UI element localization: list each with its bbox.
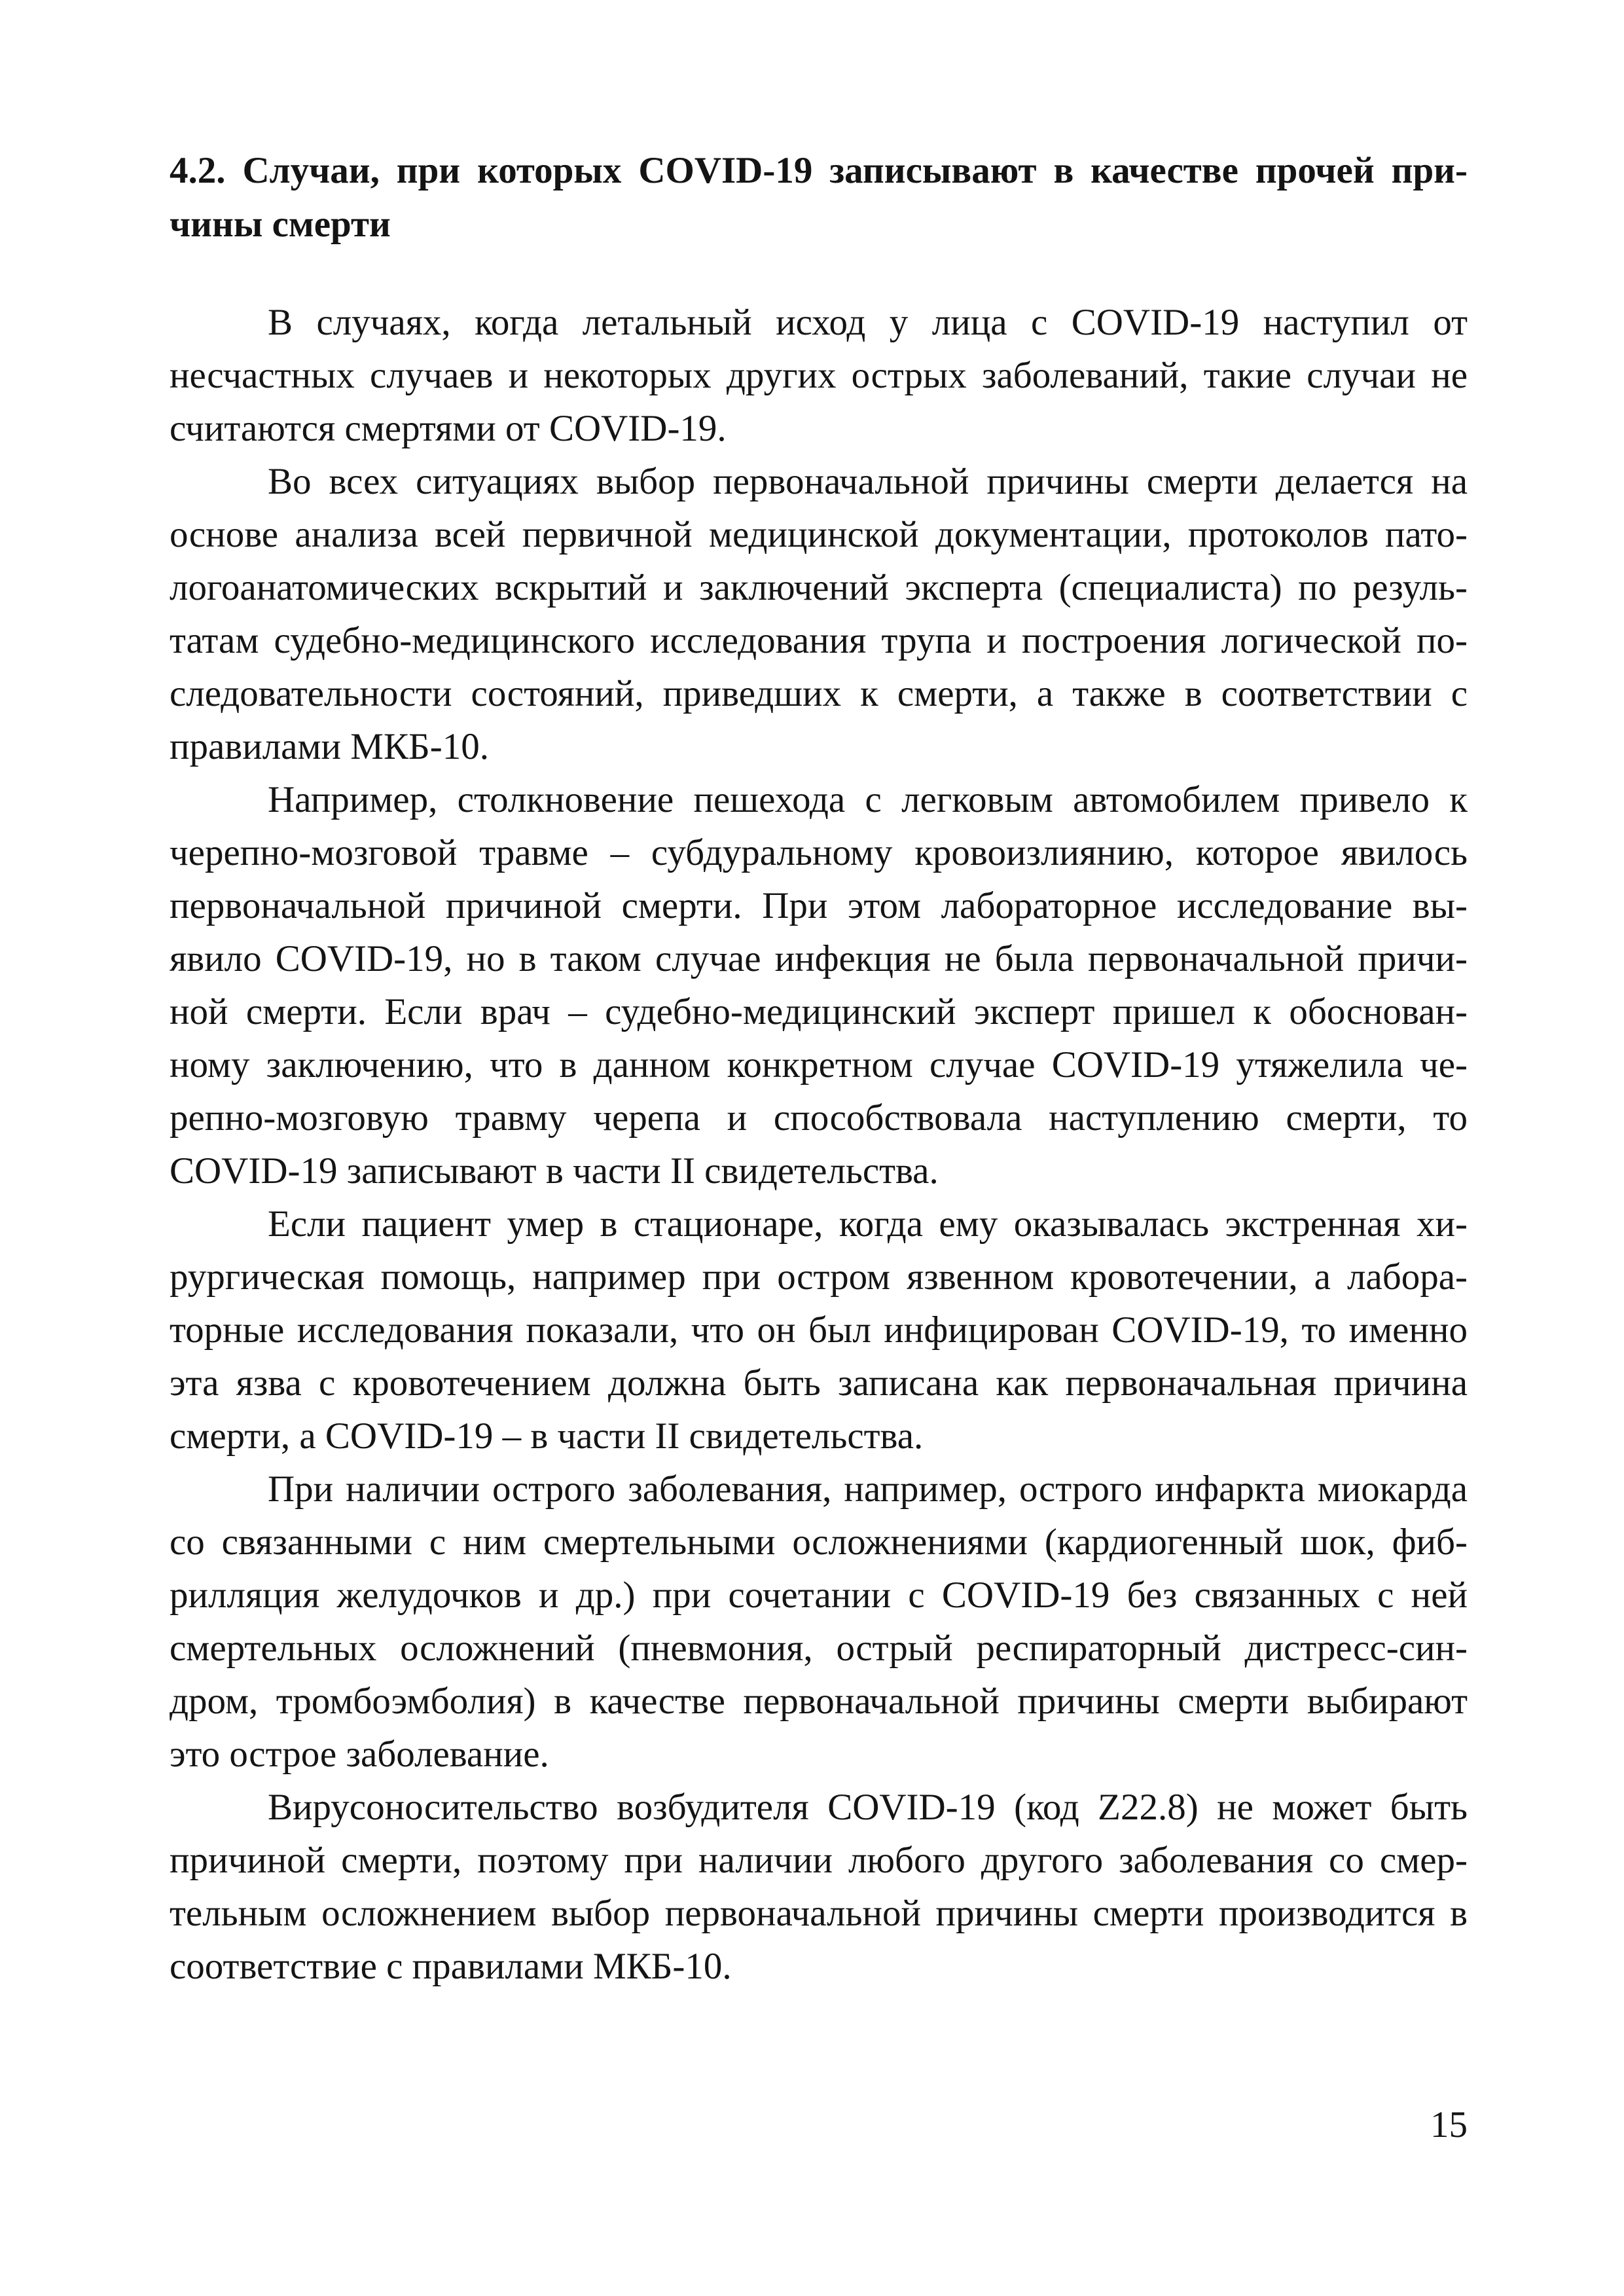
paragraph-3 [170, 773, 1468, 1197]
text-line: эта язва с кровотечением должна быть записана как первоначальная причина [170, 1362, 1468, 1404]
text-line: следовательности состояний, приведших к смерти, а также в соответствии с [170, 673, 1468, 714]
paragraph-2 [170, 455, 1468, 773]
text-line: черепно-мозговой травме – субдуральному кровоизлиянию, которое явилось [170, 832, 1468, 873]
text-line: рилляция желудочков и др.) при сочетании с COVID-19 без связанных с ней [170, 1575, 1468, 1616]
page-number: 15 [1430, 2104, 1468, 2145]
text-line: репно-мозговую травму черепа и способствовала наступлению смерти, то [170, 1097, 1468, 1139]
heading-line: чины смерти [170, 204, 391, 245]
text-line: основе анализа всей первичной медицинской документации, протоколов пато- [170, 514, 1468, 555]
text-line: При наличии острого заболевания, например, острого инфаркта миокарда [268, 1468, 1468, 1510]
text-line: соответствие с правилами МКБ-10. [170, 1946, 732, 1987]
text-line: ной смерти. Если врач – судебно-медицинский эксперт пришел к обоснован- [170, 991, 1468, 1032]
text-line: Вирусоносительство возбудителя COVID-19 (код Z22.8) не может быть [268, 1787, 1468, 1828]
paragraph-4 [170, 1197, 1468, 1463]
text-line: несчастных случаев и некоторых других острых заболеваний, такие случаи не [170, 355, 1468, 396]
text-line: В случаях, когда летальный исход у лица с COVID-19 наступил от [268, 302, 1468, 343]
paragraph-5 [170, 1463, 1468, 1781]
text-line: татам судебно-медицинского исследования трупа и построения логической по- [170, 620, 1468, 661]
section-heading [170, 144, 1468, 251]
text-line: Во всех ситуациях выбор первоначальной причины смерти делается на [268, 461, 1468, 502]
text-line: причиной смерти, поэтому при наличии любого другого заболевания со смер- [170, 1840, 1468, 1881]
text-line: смерти, а COVID-19 – в части II свидетельства. [170, 1415, 924, 1457]
text-line: торные исследования показали, что он был инфицирован COVID-19, то именно [170, 1309, 1468, 1351]
text-line: тельным осложнением выбор первоначальной причины смерти производится в [170, 1893, 1468, 1934]
text-line: Если пациент умер в стационаре, когда ему оказывалась экстренная хи- [268, 1203, 1468, 1245]
text-line: со связанными с ним смертельными осложнениями (кардиогенный шок, фиб- [170, 1522, 1468, 1563]
text-line: рургическая помощь, например при остром язвенном кровотечении, а лабора- [170, 1256, 1468, 1298]
text-line: ному заключению, что в данном конкретном случае COVID-19 утяжелила че- [170, 1044, 1468, 1085]
text-line: логоанатомических вскрытий и заключений эксперта (специалиста) по резуль- [170, 567, 1468, 608]
paragraph-1 [170, 296, 1468, 455]
text-line: это острое заболевание. [170, 1734, 549, 1775]
text-line: COVID-19 записывают в части II свидетельства. [170, 1150, 939, 1192]
text-line: смертельных осложнений (пневмония, острый респираторный дистресс-син- [170, 1628, 1468, 1669]
text-line: первоначальной причиной смерти. При этом лабораторное исследование вы- [170, 885, 1468, 926]
text-line: правилами МКБ-10. [170, 726, 489, 767]
text-line: считаются смертями от COVID-19. [170, 408, 727, 449]
paragraph-6 [170, 1781, 1468, 1993]
text-line: дром, тромбоэмболия) в качестве первоначальной причины смерти выбирают [170, 1681, 1468, 1722]
heading-line: 4.2. Случаи, при которых COVID-19 записывают в качестве прочей при- [170, 150, 1468, 191]
text-line: Например, столкновение пешехода с легковым автомобилем привело к [268, 779, 1468, 820]
body-text [170, 296, 1468, 1993]
text-line: явило COVID-19, но в таком случае инфекция не была первоначальной причи- [170, 938, 1468, 979]
